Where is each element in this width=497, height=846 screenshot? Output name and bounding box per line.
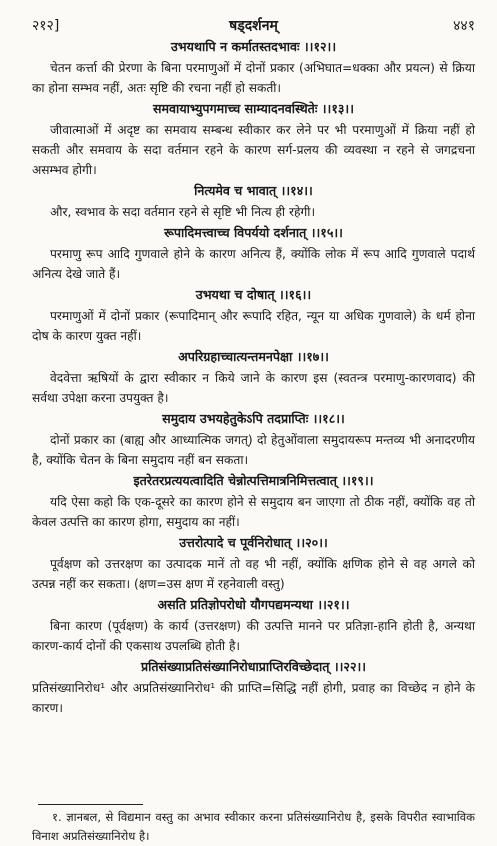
sutra-19: इतरेतरप्रत्ययत्वादिति चेन्नोत्पत्तिमात्रनिमित्तत्वात् ।।१९।।	[133, 473, 374, 488]
sutra-15: रूपादिमत्त्वाच्च विपर्ययो दर्शनात् ।।१५।।	[164, 225, 343, 240]
sutra-16: उभयथा च दोषात् ।।१६।।	[195, 287, 312, 302]
commentary-19: यदि ऐसा कहो कि एक-दूसरे का कारण होने से समुदाय बन जाएगा तो ठीक नहीं, क्योंकि वह तो केवल उत्पत्ति का कारण होगा, समुदाय का नहीं।	[32, 495, 475, 529]
commentary-21: बिना कारण (पूर्वक्षण) के कार्य (उत्तरक्षण) की उत्पत्ति मानने पर प्रतिज्ञा-हानि होती है, अन्यथा कारण-कार्य दोनों की एकसाथ उपलब्धि होती है।	[32, 619, 475, 653]
commentary-14: और, स्वभाव के सदा वर्तमान रहने से सृष्टि भी नित्य ही रहेगी।	[50, 205, 316, 219]
commentary-20: पूर्वक्षण को उत्तरक्षण का उत्पादक मानें तो वह भी नहीं, क्योंकि क्षणिक होने से वह अगले को उत्पन्न नहीं कर सकता। (क्षण=उस क्षण में रहनेवाली वस्तु)	[32, 557, 475, 591]
footnote-divider	[38, 804, 143, 805]
commentary-12: चेतन कर्त्ता की प्रेरणा के बिना परमाणुओं में दोनों प्रकार (अभिघात=धक्का और प्रयत्न) से क्रिया का होना सम्भव नहीं, अतः सृष्टि की रचना नहीं हो सकती।	[32, 61, 475, 95]
sutra-14: नित्यमेव च भावात् ।।१४।।	[194, 183, 313, 198]
page-body	[32, 37, 475, 718]
sutra-17: अपरिग्रहाच्चात्यन्तमनपेक्षा ।।१७।।	[178, 349, 329, 364]
page-title: षड्दर्शनम्	[229, 18, 278, 34]
sutra-20: उत्तरोत्पादे च पूर्वनिरोधात् ।।२०।।	[179, 535, 328, 550]
sutra-12: उभयथापि न कर्मातस्तदभावः ।।१२।।	[170, 39, 337, 54]
sutra-18: समुदाय उभयहेतुकेऽपि तदप्राप्तिः ।।१८।।	[162, 411, 345, 426]
page-number-right: ४४१	[453, 18, 475, 34]
commentary-18: दोनों प्रकार का (बाह्य और आध्यात्मिक जगत्) दो हेतुओंवाला समुदायरूप मन्तव्य भी अनादरणीय है, क्योंकि चेतन के बिना समुदाय नहीं बन सकता।	[32, 433, 475, 467]
commentary-15: परमाणु रूप आदि गुणवाले होने के कारण अनित्य हैं, क्योंकि लोक में रूप आदि गुणवाले पदार्थ अनित्य देखे जाते हैं।	[32, 247, 475, 281]
commentary-13: जीवात्माओं में अदृष्ट का समवाय सम्बन्ध स्वीकार कर लेने पर भी परमाणुओं में क्रिया नहीं हो सकती और समवाय के सदा वर्तमान रहने के कारण सर्ग-प्रलय की व्यवस्था न रहने से जगद्रचना असम्भव होगी।	[32, 123, 475, 177]
footnote: १. ज्ञानबल, से विद्यमान वस्तु का अभाव स्वीकार करना प्रतिसंख्यानिरोध है, इसके विपरीत स्वाभाविक विनाश अप्रतिसंख्यानिरोध है।	[32, 810, 475, 843]
commentary-17: वेदवेत्ता ऋषियों के द्वारा स्वीकार न किये जाने के कारण इस (स्वतन्त्र परमाणु-कारणवाद) की सर्वथा उपेक्षा करना उपयुक्त है।	[32, 371, 475, 405]
sutra-22: प्रतिसंख्याप्रतिसंख्यानिरोधाप्राप्तिरविच्छेदात् ।।२२।।	[140, 659, 367, 674]
commentary-22: प्रतिसंख्यानिरोध¹ और अप्रतिसंख्यानिरोध¹ की प्राप्ति=सिद्धि नहीं होगी, प्रवाह का विच्छेद न होने के कारण।	[32, 681, 475, 715]
running-header	[32, 14, 475, 36]
sutra-21: असति प्रतिज्ञोपरोधो यौगपद्यमन्यथा ।।२१।।	[157, 597, 350, 612]
page-number-left: २१२]	[32, 18, 60, 34]
sutra-13: समवायाभ्युपगमाच्च साम्यादनवस्थितेः ।।१३।।	[153, 101, 354, 116]
commentary-16: परमाणुओं में दोनों प्रकार (रूपादिमान् और रूपादि रहित, न्यून या अधिक गुणवाले) के धर्म होना दोष के कारण युक्त नहीं।	[32, 309, 475, 343]
